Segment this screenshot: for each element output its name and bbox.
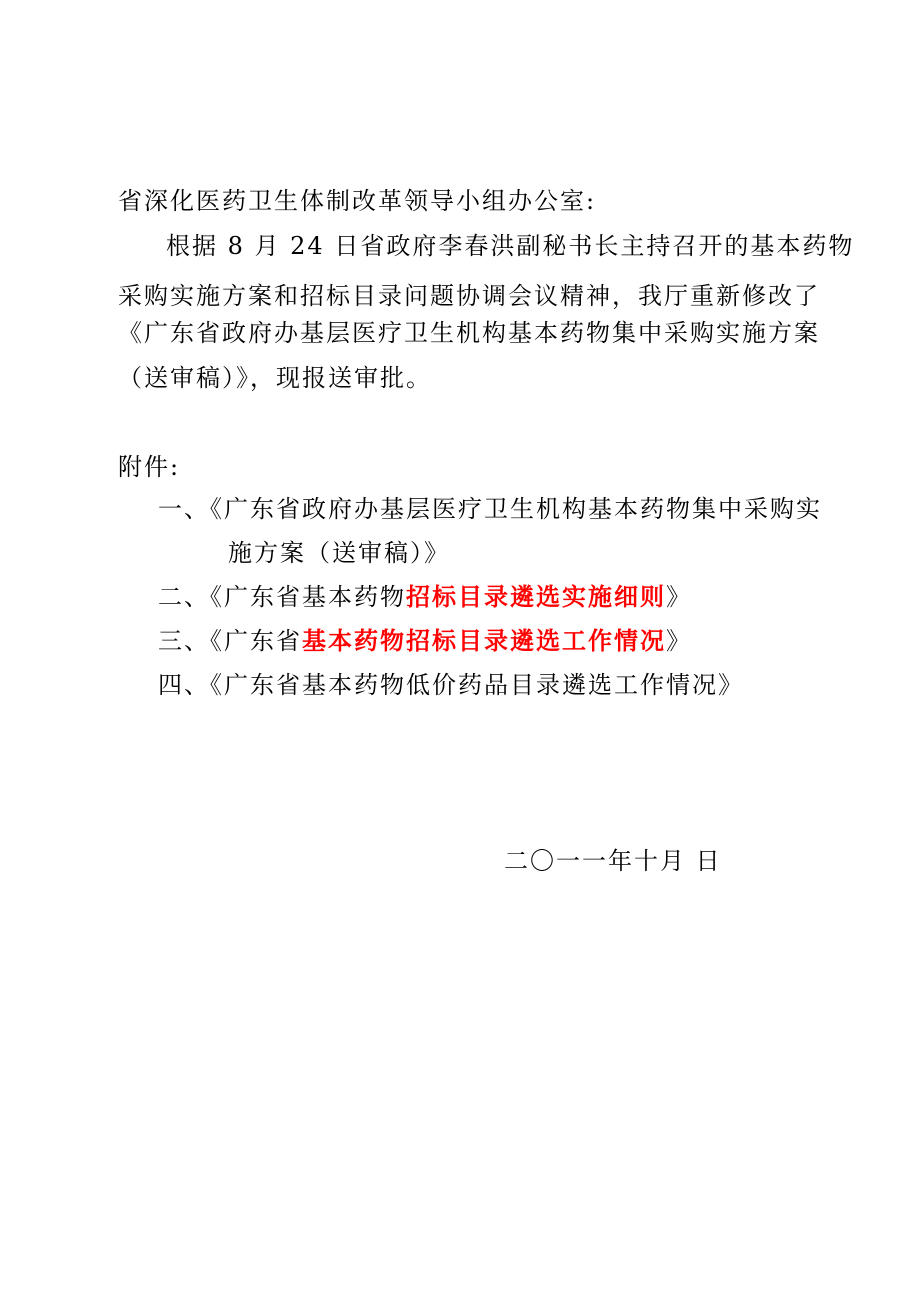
- attachment-item-1-line-1: 一、《广东省政府办基层医疗卫生机构基本药物集中采购实: [158, 495, 822, 523]
- attachment-item-2-suffix: 》: [666, 583, 692, 611]
- document-date: 二〇一一年十月 日: [504, 847, 722, 875]
- attachment-item-3-suffix: 》: [666, 627, 692, 655]
- body-paragraph-line-1: 根据 8 月 24 日省政府李春洪副秘书长主持召开的基本药物: [166, 232, 855, 260]
- attachment-item-2: [158, 582, 692, 612]
- attachment-item-2-prefix: 二、《广东省基本药物: [158, 583, 406, 611]
- body-paragraph-line-4: （送审稿）》，现报送审批。: [118, 364, 432, 392]
- attachment-item-3: [158, 626, 692, 656]
- attachment-item-4: 四、《广东省基本药物低价药品目录遴选工作情况》: [158, 671, 744, 699]
- attachment-item-3-highlight: 基本药物招标目录遴选工作情况: [302, 626, 666, 655]
- body-paragraph-line-2: 采购实施方案和招标目录问题协调会议精神，我厅重新修改了: [118, 282, 820, 310]
- body-paragraph-line-3: 《广东省政府办基层医疗卫生机构基本药物集中采购实施方案: [118, 319, 820, 347]
- attachment-item-1-line-2: 施方案（送审稿）》: [228, 539, 450, 567]
- salutation: 省深化医药卫生体制改革领导小组办公室:: [118, 187, 597, 215]
- attachment-item-2-highlight: 招标目录遴选实施细则: [406, 582, 666, 611]
- attachments-label: 附件:: [118, 453, 181, 481]
- attachment-item-3-prefix: 三、《广东省: [158, 627, 302, 655]
